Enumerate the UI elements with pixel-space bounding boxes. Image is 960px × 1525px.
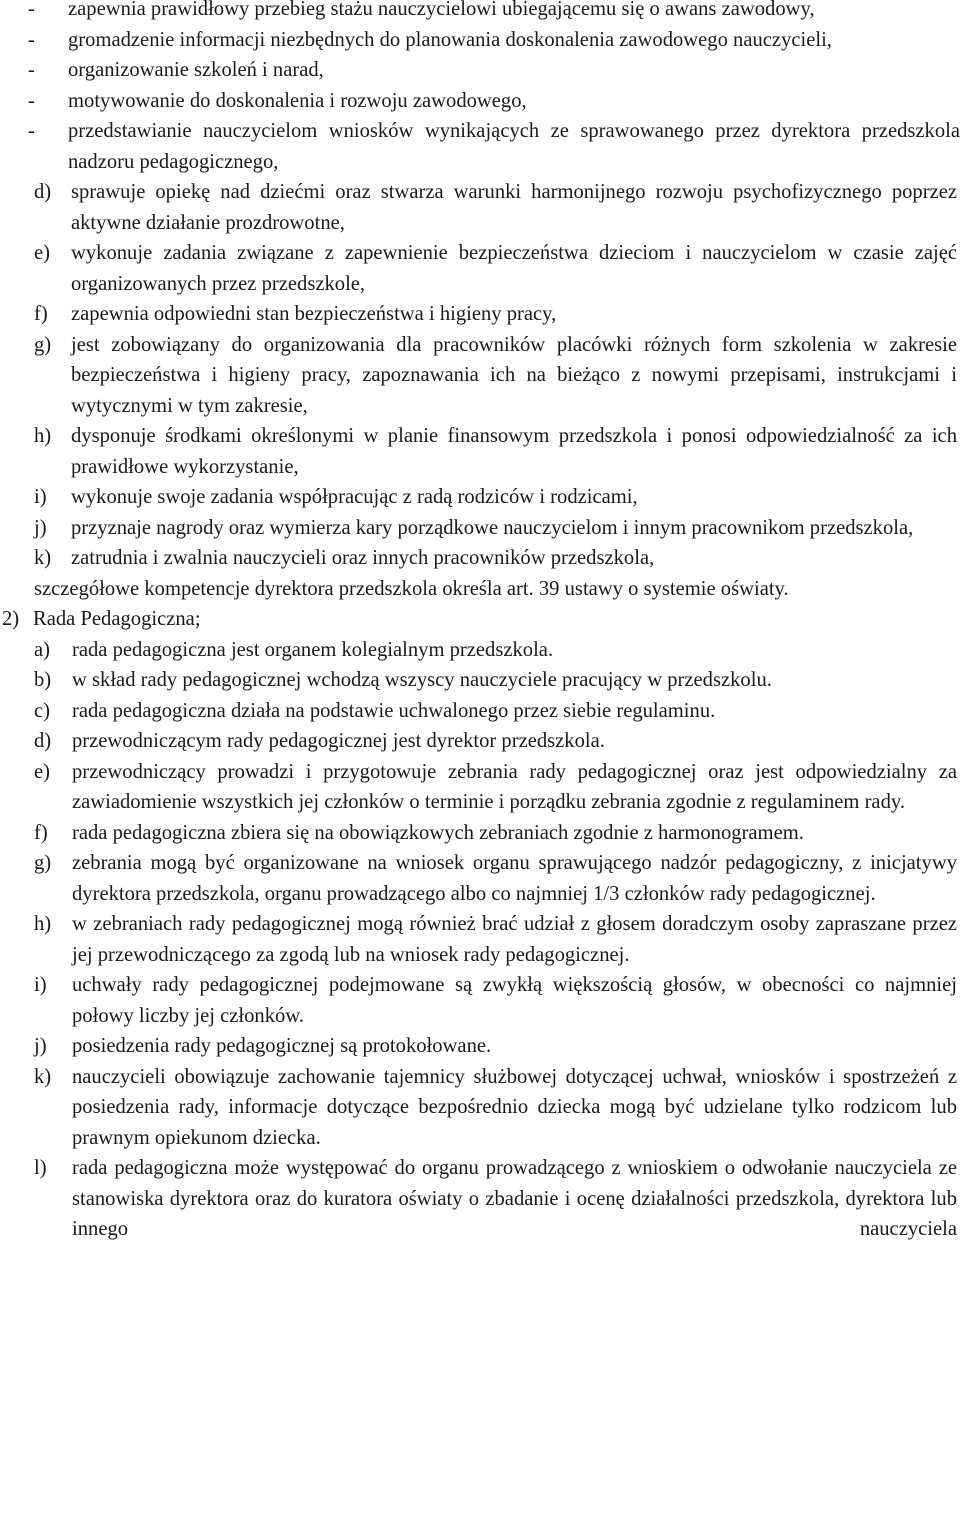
list-item	[0, 1153, 960, 1245]
list-marker: h)	[34, 913, 52, 935]
list-marker: j)	[34, 1035, 47, 1057]
list-item	[0, 970, 960, 1031]
list-item-text: motywowanie do doskonalenia i rozwoju zawodowego,	[68, 89, 527, 112]
director-duties-list	[0, 177, 960, 574]
list-item	[0, 543, 960, 574]
list-item-text: przewodniczący prowadzi i przygotowuje zebrania rady pedagogicznej oraz jest odpowiedzialny za zawiadomienie wszystkich jej członków o terminie i porządku zebrania zgodnie z regulaminem rady.	[72, 760, 957, 813]
list-item-text: zapewnia odpowiedni stan bezpieczeństwa i higieny pracy,	[71, 303, 557, 325]
list-item-text: wykonuje swoje zadania współpracując z radą rodziców i rodzicami,	[71, 486, 638, 508]
list-item	[0, 1062, 960, 1154]
section-heading	[0, 604, 960, 635]
list-marker: f)	[34, 303, 48, 325]
list-item-text: rada pedagogiczna jest organem kolegialnym przedszkola.	[72, 638, 554, 661]
list-item-text: przyznaje nagrody oraz wymierza kary porządkowe nauczycielom i innym pracownikom przedszkola,	[71, 516, 914, 539]
list-item	[0, 299, 960, 330]
list-item	[0, 421, 960, 482]
list-marker: d)	[34, 181, 52, 203]
list-item-text: posiedzenia rady pedagogicznej są protokołowane.	[72, 1035, 492, 1057]
list-marker: -	[28, 28, 35, 51]
list-marker: h)	[34, 425, 52, 447]
list-marker: j)	[34, 516, 47, 539]
list-marker: g)	[34, 852, 52, 874]
list-item-text: sprawuje opiekę nad dziećmi oraz stwarza warunki harmonijnego rozwoju psychofizycznego poprzez aktywne działanie prozdrowotne,	[71, 181, 957, 234]
list-marker: c)	[34, 699, 50, 722]
list-item-text: rada pedagogiczna może występować do organu prowadzącego z wnioskiem o odwołanie nauczyciela ze stanowiska dyrektora oraz do kuratora oświaty o zbadanie i ocenę działalności przedszkola, dyrektora lub innego nauczyciela	[72, 1157, 957, 1240]
list-item-text: uchwały rady pedagogicznej podejmowane są zwykłą większością głosów, w obecności co najmniej połowy liczby jej członków.	[72, 974, 957, 1027]
list-marker: i)	[34, 974, 47, 996]
list-marker: l)	[34, 1157, 47, 1179]
list-marker: -	[28, 0, 35, 20]
list-item-text: nauczycieli obowiązuje zachowanie tajemnicy służbowej dotyczącej uchwał, wniosków i spostrzeżeń z posiedzenia rady, informacje dotyczące bezpośrednio dziecka mogą być udzielane tylko rodzicom lub prawnym opiekunom dziecka.	[72, 1065, 957, 1149]
list-item	[0, 116, 960, 177]
list-item	[0, 25, 960, 56]
section-title: Rada Pedagogiczna;	[33, 608, 201, 630]
list-item-text: wykonuje zadania związane z zapewnienie bezpieczeństwa dzieciom i nauczycielom w czasie zajęć organizowanych przez przedszkole,	[71, 242, 957, 295]
list-item	[0, 86, 960, 117]
list-item	[0, 55, 960, 86]
list-item-text: zatrudnia i zwalnia nauczycieli oraz innych pracowników przedszkola,	[71, 547, 655, 569]
list-item-text: rada pedagogiczna działa na podstawie uchwalonego przez siebie regulaminu.	[72, 699, 716, 722]
list-item	[0, 1031, 960, 1062]
list-item	[0, 726, 960, 757]
list-marker: d)	[34, 730, 52, 752]
list-marker: k)	[34, 547, 52, 569]
list-item	[0, 330, 960, 422]
closing-paragraph: szczegółowe kompetencje dyrektora przedszkola określa art. 39 ustawy o systemie oświaty.	[34, 577, 789, 600]
list-item	[0, 665, 960, 696]
list-item	[0, 482, 960, 513]
list-marker: e)	[34, 760, 50, 783]
list-item	[0, 513, 960, 544]
list-item-text: zebrania mogą być organizowane na wniosek organu sprawującego nadzór pedagogiczny, z inicjatywy dyrektora przedszkola, organu prowadzącego albo co najmniej 1/3 członków rady pedagogicznej.	[72, 852, 957, 905]
list-marker: -	[28, 89, 35, 112]
list-item	[0, 848, 960, 909]
list-item	[0, 238, 960, 299]
list-item	[0, 909, 960, 970]
list-marker: g)	[34, 333, 52, 356]
list-item-text: dysponuje środkami określonymi w planie finansowym przedszkola i ponosi odpowiedzialność za ich prawidłowe wykorzystanie,	[71, 425, 957, 478]
list-marker: f)	[34, 821, 48, 844]
list-item	[0, 818, 960, 849]
list-item	[0, 177, 960, 238]
list-item-text: przedstawianie nauczycielom wniosków wynikających ze sprawowanego przez dyrektora przedszkola nadzoru pedagogicznego,	[68, 120, 960, 173]
list-marker: -	[28, 120, 35, 142]
list-marker: e)	[34, 242, 50, 264]
dash-list	[0, 0, 960, 177]
list-item-text: jest zobowiązany do organizowania dla pracowników placówki różnych form szkolenia w zakresie bezpieczeństwa i higieny pracy, zapoznawania ich na bieżąco z nowymi przepisami, instrukcjami i wytycznymi w tym zakresie,	[71, 333, 957, 417]
list-marker: k)	[34, 1065, 52, 1088]
section-number: 2)	[2, 608, 20, 630]
list-item-text: w zebraniach rady pedagogicznej mogą również brać udział z głosem doradczym osoby zapraszane przez jej przewodniczącego za zgodą lub na wniosek rady pedagogicznej.	[72, 913, 957, 966]
list-marker: b)	[34, 669, 52, 691]
list-marker: a)	[34, 638, 50, 661]
list-marker: i)	[34, 486, 47, 508]
list-item-text: organizowanie szkoleń i narad,	[68, 59, 324, 81]
list-item-text: gromadzenie informacji niezbędnych do planowania doskonalenia zawodowego nauczycieli,	[68, 28, 832, 51]
council-rules-list	[0, 635, 960, 1245]
list-item-text: rada pedagogiczna zbiera się na obowiązkowych zebraniach zgodnie z harmonogramem.	[72, 821, 804, 844]
list-marker: -	[28, 59, 35, 81]
list-item-text: przewodniczącym rady pedagogicznej jest dyrektor przedszkola.	[72, 730, 605, 752]
list-item	[0, 696, 960, 727]
list-item-text: w skład rady pedagogicznej wchodzą wszyscy nauczyciele pracujący w przedszkolu.	[72, 669, 772, 691]
list-item-text: zapewnia prawidłowy przebieg stażu nauczycielowi ubiegającemu się o awans zawodowy,	[68, 0, 815, 20]
list-item	[0, 0, 960, 25]
list-item	[0, 757, 960, 818]
list-item	[0, 635, 960, 666]
